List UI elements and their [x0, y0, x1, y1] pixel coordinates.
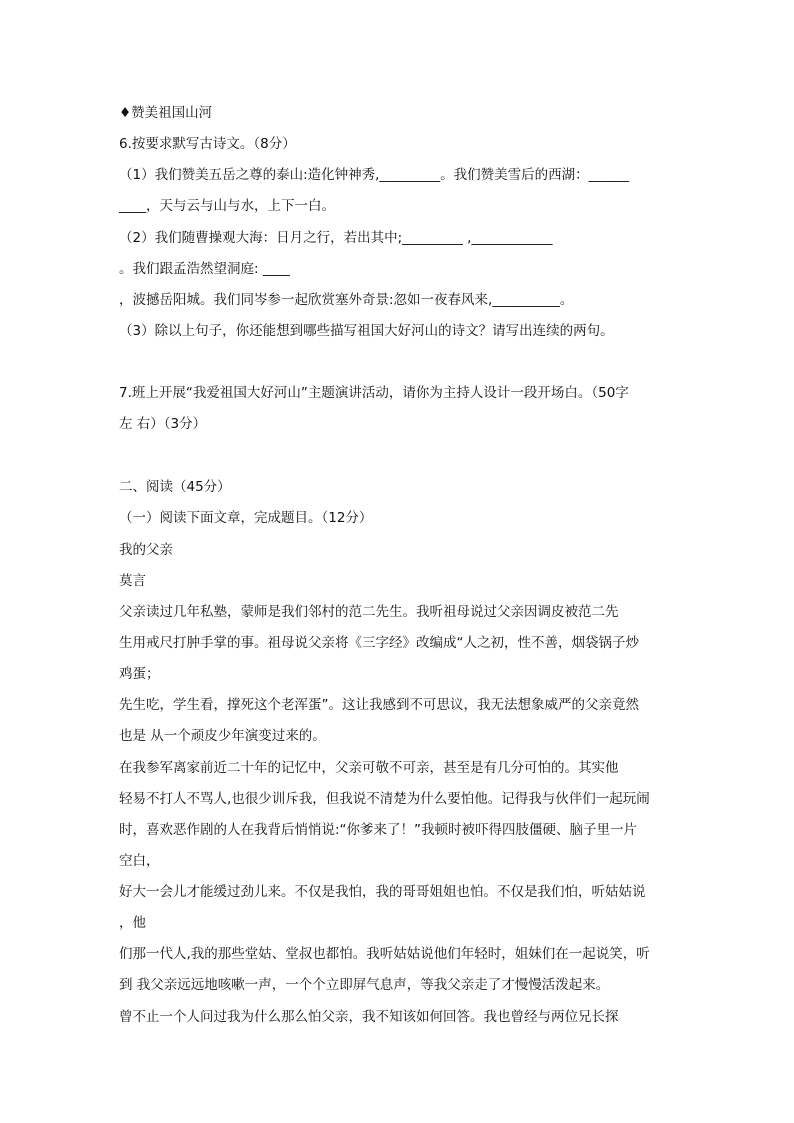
article-line: 们那一代人,我的那些堂姑、堂叔也都怕。我听姑姑说他们年轻时，姐妹们在一起说笑，听 — [119, 946, 650, 962]
article-line: 先生吃，学生看，撑死这个老浑蛋”。这让我感到不可思议，我无法想象威严的父亲竟然 — [119, 697, 639, 713]
article-title: 我的父亲 — [119, 542, 173, 558]
section-heading-praise-mountains: ♦赞美祖国山河 — [119, 105, 213, 121]
article-line: 曾不止一个人问过我为什么那么怕父亲，我不知该如何回答。我也曾经与两位兄长探 — [119, 1009, 619, 1025]
reading-sub-heading: （一）阅读下面文章，完成题目。（12分） — [119, 510, 373, 526]
article-line: 到 我父亲远远地咳嗽一声，一个个立即屏气息声，等我父亲走了才慢慢活泼起来。 — [119, 977, 610, 993]
question-6-title: 6.按要求默写古诗文。（8分） — [119, 136, 296, 152]
article-author: 莫言 — [119, 573, 146, 589]
question-7-line-2: 左 右）（3分） — [119, 416, 207, 432]
article-line: 时，喜欢恶作剧的人在我背后悄悄说:“你爹来了！”我顿时被吓得四肢僵硬、脑子里一片 — [119, 822, 638, 838]
article-line: 轻易不打人不骂人,也很少训斥我，但我说不清楚为什么要怕他。记得我与伙伴们一起玩闹 — [119, 791, 650, 807]
question-6-2-line-1: （2）我们随曹操观大海：日月之行，若出其中;_________ ,____________ — [119, 230, 553, 246]
article-line: 也是 从一个顽皮少年演变过来的。 — [119, 728, 326, 744]
article-line: ，他 — [119, 915, 146, 931]
question-6-1-line-2: ____，天与云与山与水，上下一白。 — [119, 198, 335, 214]
question-6-2-line-2: 。我们跟孟浩然望洞庭: ____ — [119, 261, 290, 277]
question-7-line-1: 7.班上开展“我爱祖国大好河山”主题演讲活动，请你为主持人设计一段开场白。（50字 — [119, 385, 629, 401]
article-line: 在我参军离家前近二十年的记忆中，父亲可敬不可亲，甚至是有几分可怕的。其实他 — [119, 760, 619, 776]
article-line: 生用戒尺打肿手掌的事。祖母说父亲将《三字经》改编成“人之初，性不善，烟袋锅子炒 — [119, 635, 639, 651]
section-heading-reading: 二、阅读（45分） — [119, 479, 231, 495]
article-line: 父亲读过几年私塾，蒙师是我们邻村的范二先生。我听祖母说过父亲因调皮被范二先 — [119, 604, 619, 620]
article-line: 鸡蛋； — [119, 666, 160, 682]
question-6-1-line-1: （1）我们赞美五岳之尊的泰山:造化钟神秀,_________。我们赞美雪后的西湖：______ — [119, 167, 630, 183]
article-line: 空白， — [119, 853, 160, 869]
question-6-3: （3）除以上句子，你还能想到哪些描写祖国大好河山的诗文？请写出连续的两句。 — [119, 323, 614, 339]
question-6-2-line-3: ，波撼岳阳城。我们同岑参一起欣赏塞外奇景:忽如一夜春风来,__________。 — [119, 292, 574, 308]
article-line: 好大一会儿才能缓过劲儿来。不仅是我怕，我的哥哥姐姐也怕。不仅是我们怕，听姑姑说 — [119, 884, 646, 900]
